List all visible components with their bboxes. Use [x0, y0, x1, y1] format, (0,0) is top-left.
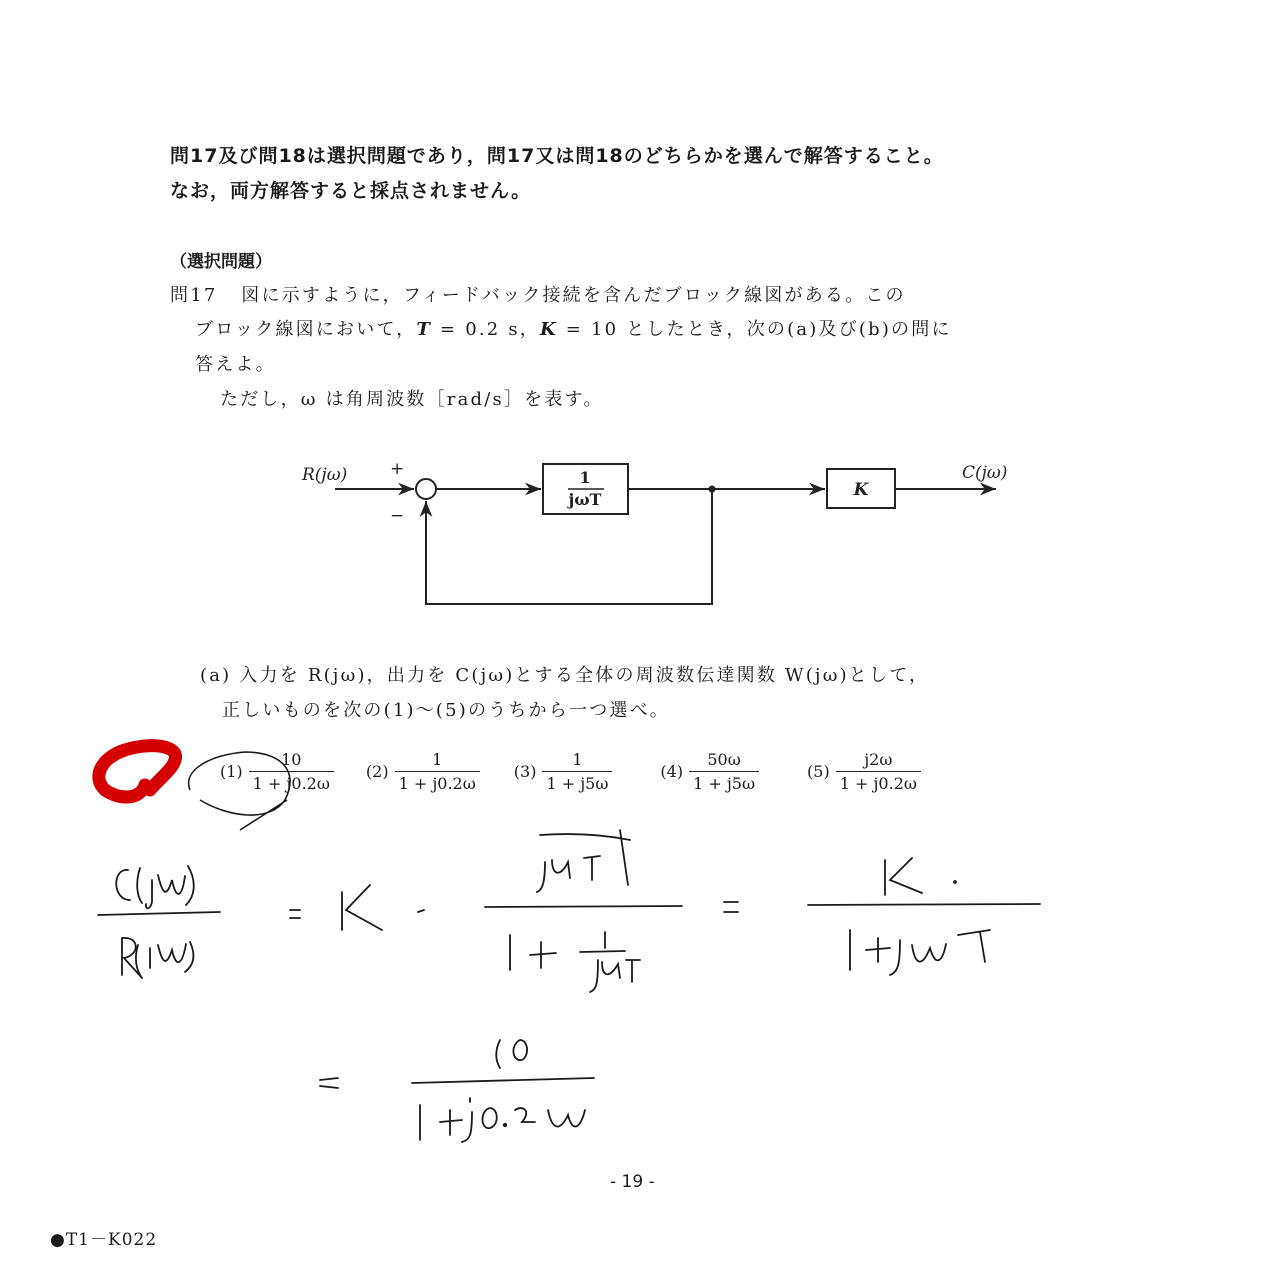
- question-text: ブロック線図において，: [195, 319, 417, 340]
- denominator: 1 + j0.2ω: [836, 771, 921, 793]
- param-K-value: = 10: [557, 319, 619, 340]
- question-line3: 答えよ。: [195, 354, 276, 375]
- denominator: 1 + j5ω: [542, 771, 612, 793]
- numerator: 1: [572, 750, 583, 769]
- question-note: ただし，ω は角周波数［rad/s］を表す。: [220, 389, 604, 410]
- numerator: 50ω: [707, 750, 741, 769]
- param-K: K: [540, 319, 558, 340]
- choice-number: (2): [365, 762, 389, 781]
- input-label: R(jω): [302, 465, 348, 485]
- part-a-line1: (a) 入力を R(jω)，出力を C(jω)とする全体の周波数伝達関数 W(jω)として，: [200, 665, 930, 686]
- document-code: ●T1－K022: [50, 1230, 158, 1250]
- output-label: C(jω): [962, 463, 1008, 483]
- choice-number: (5): [807, 762, 830, 781]
- section-label: （選択問題）: [170, 252, 272, 272]
- gain-label: K: [853, 480, 869, 500]
- handwritten-derivation: [98, 830, 1040, 1142]
- choice-number: (4): [660, 762, 684, 781]
- plus-sign: +: [390, 459, 405, 479]
- numerator: j2ω: [864, 750, 893, 769]
- denominator: 1 + j5ω: [689, 771, 759, 793]
- block1-denominator: jωT: [568, 490, 602, 509]
- part-a-line2: 正しいものを次の(1)～(5)のうちから一つ選べ。: [222, 700, 670, 721]
- choice-number: (3): [513, 762, 537, 781]
- denominator: 1 + j0.2ω: [249, 771, 334, 793]
- choice-number: (1): [220, 762, 243, 781]
- question-number: 問17: [170, 285, 218, 306]
- answer-circle-mark: [189, 752, 290, 830]
- minus-sign: −: [390, 506, 405, 526]
- denominator: 1 + j0.2ω: [395, 771, 480, 793]
- param-T-value: = 0.2 s，: [432, 319, 541, 340]
- param-T: T: [416, 319, 433, 340]
- red-correct-mark-icon: [99, 746, 176, 797]
- page-number: - 19 -: [610, 1172, 655, 1192]
- selection-notice-line2: なお，両方解答すると採点されません。: [170, 180, 532, 202]
- numerator: 10: [281, 750, 302, 769]
- numerator: 1: [432, 750, 443, 769]
- question-text-line1: 図に示すように，フィードバック接続を含んだブロック線図がある。この: [241, 285, 906, 306]
- selection-notice-line1: 問17及び問18は選択問題であり，問17又は問18のどちらかを選んで解答すること。: [170, 145, 944, 167]
- block1-numerator: 1: [579, 468, 591, 487]
- question-text: としたとき，次の(a)及び(b)の問に: [618, 319, 952, 340]
